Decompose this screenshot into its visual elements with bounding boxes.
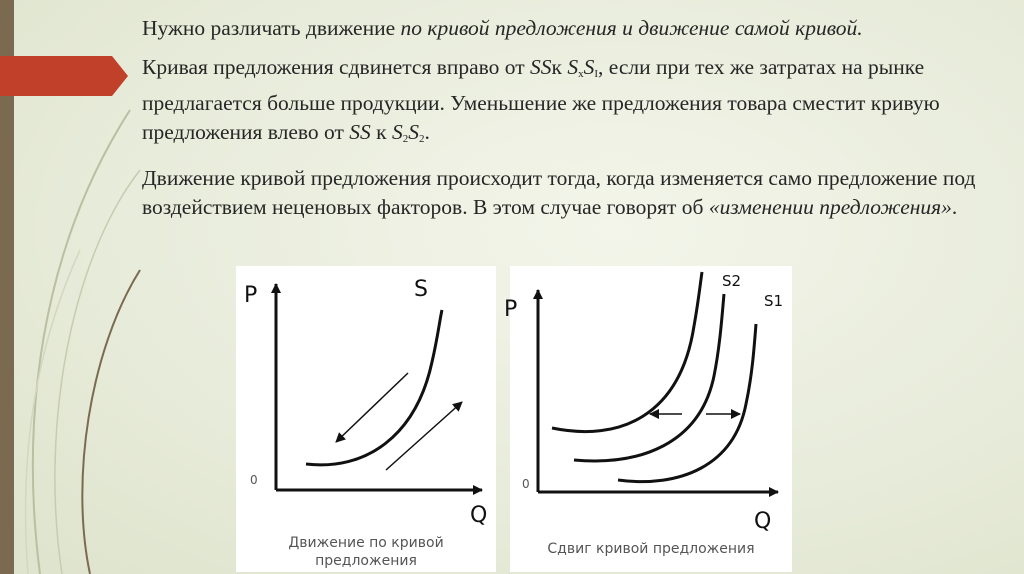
q-axis-label: Q bbox=[754, 509, 772, 534]
supply-curve bbox=[306, 310, 442, 465]
p2-ss2: SS bbox=[349, 120, 371, 144]
p1-text: Нужно различать движение bbox=[142, 16, 401, 40]
p2-sub4: 2 bbox=[419, 133, 425, 145]
p2-s2: S bbox=[583, 55, 595, 79]
paragraph-2 bbox=[142, 53, 1004, 154]
figure1-caption-line1: Движение по кривой bbox=[288, 535, 444, 551]
p2-sub3: 2 bbox=[402, 133, 409, 145]
figure-supply-shift bbox=[504, 266, 792, 572]
p2-s: S bbox=[567, 55, 579, 79]
p2-end: . bbox=[424, 120, 430, 144]
p-axis-label: P bbox=[244, 283, 258, 308]
q-axis-label: Q bbox=[470, 503, 488, 528]
p-axis-label: P bbox=[504, 297, 518, 322]
paragraph-1 bbox=[142, 14, 1004, 43]
s2-label: S2 bbox=[722, 272, 742, 290]
p3-text: Движение кривой предложения происходит тогда, когда изменяется само предложение под воздействием неценовых факторов. В этом случае говорят об bbox=[142, 166, 976, 219]
p2-text-a: Кривая предложения сдвинется вправо от bbox=[142, 55, 531, 79]
p2-s4: S bbox=[408, 120, 419, 144]
curve-s bbox=[574, 294, 724, 461]
p1-italic: по кривой предложения и движение самой кривой. bbox=[400, 16, 863, 40]
curve-s2 bbox=[552, 272, 702, 432]
curve-s1 bbox=[618, 324, 756, 482]
slide-text bbox=[142, 14, 1004, 232]
p2-sub1: x bbox=[578, 68, 584, 80]
p3-italic: «изменении предложения» bbox=[708, 195, 952, 219]
origin-label: 0 bbox=[522, 477, 530, 491]
figure1-caption bbox=[246, 534, 486, 570]
origin-label: 0 bbox=[250, 473, 258, 487]
arrow-up-along-curve bbox=[386, 402, 462, 470]
p2-text-b: к bbox=[551, 55, 568, 79]
p2-ss: SS bbox=[530, 55, 552, 79]
p3-end: . bbox=[951, 195, 958, 219]
red-arrow-tab bbox=[0, 56, 128, 96]
figure2-caption: Сдвиг кривой предложения bbox=[547, 541, 755, 557]
figure-movement-along-curve bbox=[236, 266, 496, 572]
s1-label: S1 bbox=[764, 292, 784, 310]
p2-text-c: , если при тех же затратах на рынке предлагается больше продукции. Уменьшение же предложения товара сместит кривую предложения влево от bbox=[142, 55, 940, 144]
supply-curve-label: S bbox=[414, 277, 428, 302]
p2-sub2: I bbox=[594, 68, 599, 80]
figure1-caption-line2: предложения bbox=[315, 553, 417, 569]
p2-text-d: к bbox=[370, 120, 392, 144]
p2-s3: S bbox=[392, 120, 403, 144]
paragraph-3 bbox=[142, 164, 1004, 222]
